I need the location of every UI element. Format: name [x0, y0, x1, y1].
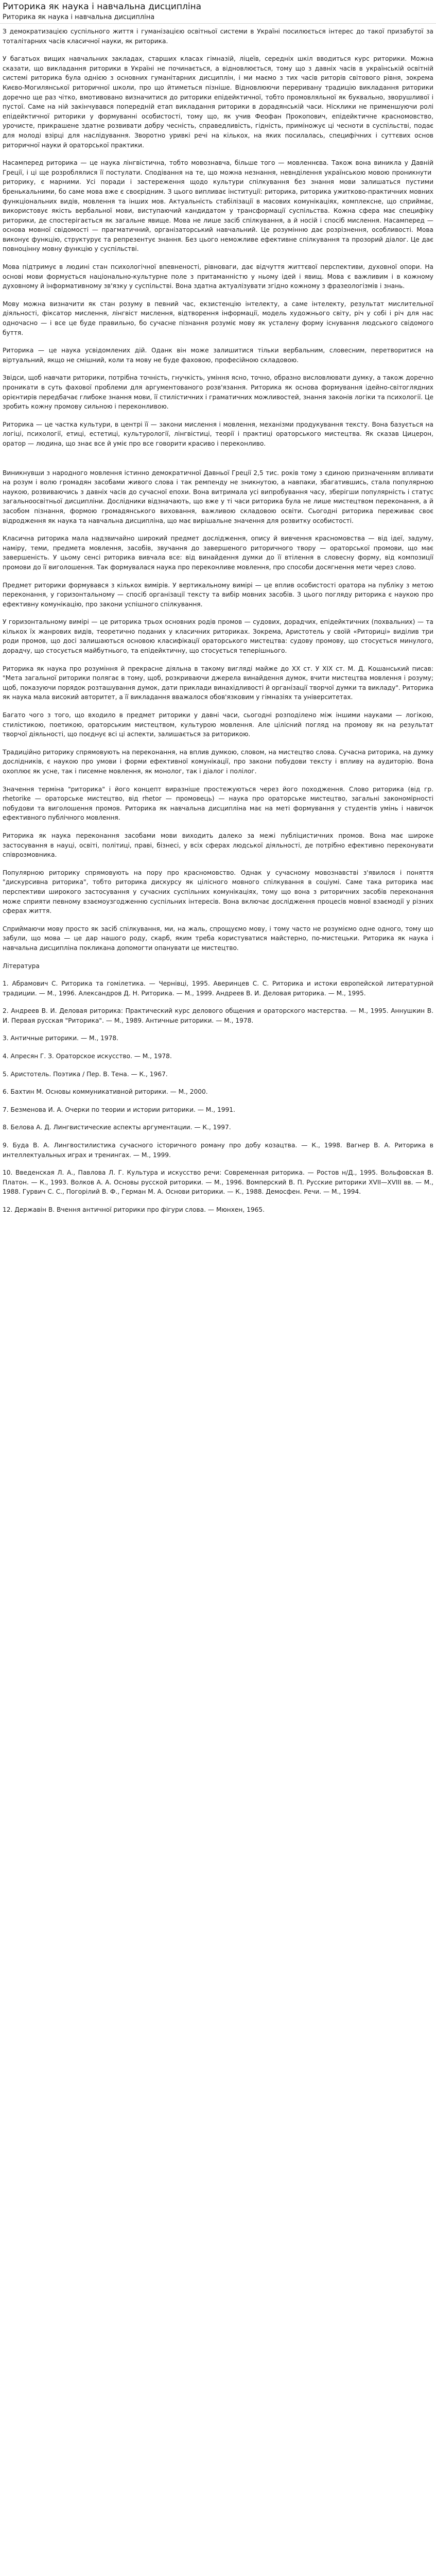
- reference-item: 2. Андреев В. И. Деловая риторика: Практический курс делового общения и ораторского мастерства. — М., 1995. Аннушкин В. И. Первая русская "Риторика". — М., 1989. Античные риторики. — М., 1978.: [3, 1007, 433, 1024]
- paragraph: Сприймаючи мову просто як засіб спілкування, ми, на жаль, спрощуємо мову, і тому часто не розуміємо одне одного, тому що забули, що мова — це дар нашого роду, скарб, яким треба користуватися майстерно, по-мистецьки. Риторика як наука і навчальна дисципліна покликана допомогти опанувати це мистецтво.: [3, 925, 433, 952]
- paragraph: Насамперед риторика — це наука лінгвістична, тобто мовознавча, більше того — мовленнєва. Також вона виникла у Давній Греції, і ці ще розроблялися її постулати. Сподівання на те, що можна незнання, невнділення українською мовою проникнути ​​риторику, є марними. Усі поради і застереження щодо культури спілкування без знання мови залишаться пустими бренькальними, бо саме мова вже є своєрідним. З цього випливає інституції: риторика, риторика ужитково-практичних мовних функціональних видів, мовлення та інших мов. Актуальність стабілізації в масових комунікаціях, комплексне, що сприймає, використовує якість вербальної мови, виступаючий кандидатом у трансформації суспільства. Кожна сфера має специфіку риторики, де спостерігається як загальне явище. Мова не лише засіб спілкування, а й носій і спосіб мислення. Насамперед — основа мовної свідомості — прагматичний, організаторський навчальний. Це розумінню дає розрізнення, особливості. Мова виконує функцію, структурує та репрезентує знання. Без цього неможливе ефективне спілкування та прозорий діалог. Це дає повноцінну мовну функцію у суспільстві.: [3, 159, 433, 253]
- reference-item: 5. Аристотель. Поэтика / Пер. В. Тена. — К., 1967.: [3, 1070, 168, 1078]
- document-page: [0, 1, 436, 1215]
- reference-item: 4. Апресян Г. З. Ораторское искусство. — М., 1978.: [3, 1053, 172, 1060]
- paragraph: Багато чого з того, що входило в предмет риторики у давні часи, сьогодні розподілено між іншими науками — логікою, стилістикою, поетикою, ораторським мистецтвом, культурою мовлення. Але цілісний погляд на промову як на результат творчої діяльності, що поєднує всі ці аспекти, залишається за риторикою.: [3, 711, 433, 738]
- reference-item: 6. Бахтин М. Основы коммуникативной риторики. — М., 2000.: [3, 1088, 208, 1096]
- references-heading: Література: [3, 962, 40, 970]
- paragraph: З демократизацією суспільного життя і гуманізацією освітньої системи в Україні посилюється інтерес до такої призабутої за тоталітарних часів класичної науки, як риторика.: [3, 28, 433, 45]
- reference-item: 7. Безменова И. А. Очерки по теории и истории риторики. — М., 1991.: [3, 1106, 235, 1113]
- paragraph: Риторика — це частка культури, в центрі її — закони мислення і мовлення, механізми продукування тексту. Вона базується на логіці, психології, етиці, естетиці, культурології, лінгвістиці, теорії і практиці ораторського мистецтва. Як сказав Цицерон, оратор — людина, що знає все й уміє про все говорити красиво і переконливо.: [3, 420, 433, 447]
- paragraph: Риторика як наука про ​​розуміння й прекрасне діяльна в такому вигляді майже до XX ст. У XIX ст. М. Д. Кошанський писав: "Мета загальної риторики полягає в тому, щоб, розкриваючи джерела винайдення думок, вчити мистецтва мовлення і розуму; щоб, показуючи порядок розташування думок, дати приклади винахідливості й організації творчої думки та викладу". Риторика як наука мала високий авторитет, а її викладання вважалося обов'язковим у гімназіях та університетах.: [3, 665, 433, 701]
- paragraph: Звідси, щоб навчати риторики, потрібна точність, гнучкість, уміння ясно, точно, образно висловлювати думку, а також доречно проникати в суть фахової проблеми для аргументованого розв'язання. Риторика як основа формування ідейно-світоглядних орієнтирів передбачає глибоке знання мови, її стилістичних і граматичних можливостей, знання законів логіки та психології. Це зробить кожну промову сильною і переконливою.: [3, 374, 433, 411]
- paragraph: У горизонтальному вимірі — це риторика трьох основних родів промов — судових, дорадчих, епідейктичних (похвальних) — та кількох їх жанрових видів, теоретично поданих у класичних риториках. Зокрема, Аристотель у своїй «Риториці» виділив три роди промов, що досі залишаються основою класифікації ораторського мистецтва: судову промову, що стосується минулого, дорадчу, що стосується майбутнього, та епідейктичну, що стосується теперішнього.: [3, 618, 433, 655]
- paragraph: У багатьох вищих навчальних закладах, старших класах гімназій, ліцеїв, середніх шкіл вводиться курс риторики. Можна сказати, що викладання риторики в Україні не починається, а відновлюється, тому що з давніх часів в українській освітній системі риторика була однією з основних гуманітарних дисциплін, і ми маємо з тих часів риторів світового рівня, зокрема Києво-Могилянської риторичної школи, про що йтиметься пізніше. Відновлюючи переривану традицію викладання риторики доречно ще раз чітко, вмотивовано визначитися до риторики епідейктичної, тобто промовляльної як буквально, зворушливої і пустої. Саме на ній закінчувався попередній етап викладання риторики в дорадянській часи. Нісклики не применшуючи ролі епідейктичної риторики у формуванні особистості, тому що, як учив Феофан Прокопович, епідейктичне красномовство, урочисте, прикрашене здатне розвивати добру чесність, справедливість, гідність, приміножує ці чесноти в суспільстві, подає для молоді взірці для наслідування. Зворотно уривкі речі на кількох, на яких посилалась, специфічних і суттєвих основ риторичної науки й ораторської практики.: [3, 55, 433, 149]
- reference-item: 3. Античные риторики. — М., 1978.: [3, 1035, 118, 1042]
- paragraph: Популярною риторику спрямовують на пору про красномовство. Однак у сучасному мовознавстві з'явилося і поняття "дискурсивна риторика", тобто риторика дискурсу як цілісного мовного спілкування в соціумі. Саме така риторика має перспективи широкого застосування у сучасних суспільних комунікаціях, тому що вона з риторичних засобів переконання може сприяти певному взаємоузгодженню суспільних інтересів. Вона включає дослідження процесів мовної взаємодії у різних сферах життя.: [3, 869, 433, 915]
- paragraph: Риторика — це наука усвідомлених дій. Оданк він може залишитися тільки вербальним, словесним, перетворитися на віртуальний, якщо не смішний, коли та мову не буде фаховою, професійною складовою.: [3, 347, 433, 364]
- paragraph: Риторика як наука переконання засобами мови виходить далеко за межі публіцистичних промов. Вона має широке застосування в науці, освіті, політиці, праві, бізнесі, у всіх сферах людської діяльності, де потрібно ефективно переконувати співрозмовника.: [3, 832, 433, 859]
- reference-item: 8. Белова А. Д. Лингвистические аспекты аргументации. — К., 1997.: [3, 1124, 231, 1131]
- reference-item: 1. Абрамович С. Риторика та гомілетика. — Чернівці, 1995. Аверинцев С. С. Риторика и истоки европейской литературной традиции. — М., 1996. Александров Д. Н. Риторика. — М., 1999. Андреев В. И. Деловая риторика. — М., 1995.: [3, 980, 433, 997]
- paragraph: Класична риторика мала надзвичайно широкий предмет дослідження, опису й вивчення красномовства — від ідеї, задуму, наміру, теми, предмета мовлення, засобів, звучання до завершеного риторичного твору — ораторської промови, що має завершеність. У цьому сенсі риторика вивчала все: від винайдення думки до її втілення в словесну форму, від композиції промови до її виголошення. Так формувалася наука про переконливе мовлення, про способи досягнення мети через слово.: [3, 535, 433, 571]
- title-divider: [0, 23, 436, 24]
- section-spacer: [3, 457, 433, 468]
- paragraph: Мова підтримує в людині стан психологічної впевненості, рівноваги, дає відчуття життєвої перспективи, духовної опори. На основі мови формується національно-культурне поле з притаманністю у ньому ідей і явищ. Мова є важливим і в кожному духовному й інформативному зв'язку у суспільстві. Вона здатна актуалізувати згідно кожному з фразеологізмів і знань.: [3, 263, 433, 290]
- article-body: [0, 27, 436, 1215]
- paragraph: Традиційно риторику спрямовують на переконання, на вплив думкою, словом, на мистецтво слова. Сучасна риторика, на думку дослідників, є наукою про умови і форми ефективної комунікації, про закони побудови тексту і впливу на аудиторію. Вона охоплює як усне, так і писемне мовлення, як монолог, так і діалог і полілог.: [3, 748, 433, 775]
- reference-item: 12. Державін В. Вчення античної риторики про фігури слова. — Мюнхен, 1965.: [3, 1206, 265, 1213]
- paragraph: Мову можна визначити як стан розуму в певний час, екзистенцію інтелекту, а саме інтелекту, результат мислительної діяльності, фіксатор мислення, лінгвіст мислення, відтворення інформації, модель художнього світу, річ у собі і річ для нас одночасно — і все це буде правильно, бо сучасне пізнання розуміє мову як усталену форму існування людського свідомого буття.: [3, 300, 433, 336]
- reference-item: 9. Буда В. А. Лингвостилистика сучасного історичного роману про добу козацтва. — К., 1998. Вагнер В. А. Риторика в интеллектуальных играх и тренингах. — М., 1999.: [3, 1142, 433, 1159]
- paragraph: Предмет риторики формувався з кількох вимірів. У вертикальному вимірі — це вплив особистості оратора на публіку з метою переконання, у горизонтальному — спосіб організації тексту та вибір мовних засобів. З цього погляду риторика є наукою про ефективну комунікацію, про закони успішного спілкування.: [3, 581, 433, 608]
- paragraph: Виникнувши з народного мовлення істинно демократичної Давньої Греції 2,5 тис. років тому з єдиною призначенням впливати на розум і волю громадян засобами живого слова і так ремпенду не зникнутою, а навпаки, збагатившись, стала популярною наукою, розвиваючись з давніх часів до сучасної епохи. Вона витримала усі випробування часу, зберігши популярність і статус загальноосвітньої дисципліни. Дослідники відзначають, що вже у ті часи риторика була не лише мистецтвом переконання, а й засобом пізнання, формою громадянського виховання, важливою складовою освіти. Сьогодні риторика переживає своє відродження як наука та навчальна дисципліна, що має вирішальне значення для розвитку особистості.: [3, 469, 433, 524]
- paragraph: Значення терміна "риторика" і його ​​концепт виразніше простежуються через його походження. Слово риторика (від гр. rhetorike — ораторське мистецтво, від rhetor — промовець) — наука про ораторське мистецтво, загальні закономірності побудови та виголошення промов. Риторика як навчальна дисципліна має на меті формування у студентів умінь і навичок ефективного публічного мовлення.: [3, 785, 433, 822]
- page-title: Риторика як наука і навчальна дисципліна: [3, 2, 202, 12]
- page-subtitle: Риторика як наука і навчальна дисципліна: [3, 13, 155, 21]
- reference-item: 10. Введенская Л. А., Павлова Л. Г. Культура и искусство речи: Современная риторика. — Ростов н/Д., 1995. Вольфовская В. Платон. — К., 1993. Волков А. А. Основы русской риторики. — М., 1996. Вомперский В. П. Русские риторики XVII—XVIII вв. — М., 1988. Гурвич С. С., Погорілий В. Ф., Герман М. А. Основи риторики. — К., 1988. Демосфен. Речи. — М., 1994.: [3, 1169, 433, 1196]
